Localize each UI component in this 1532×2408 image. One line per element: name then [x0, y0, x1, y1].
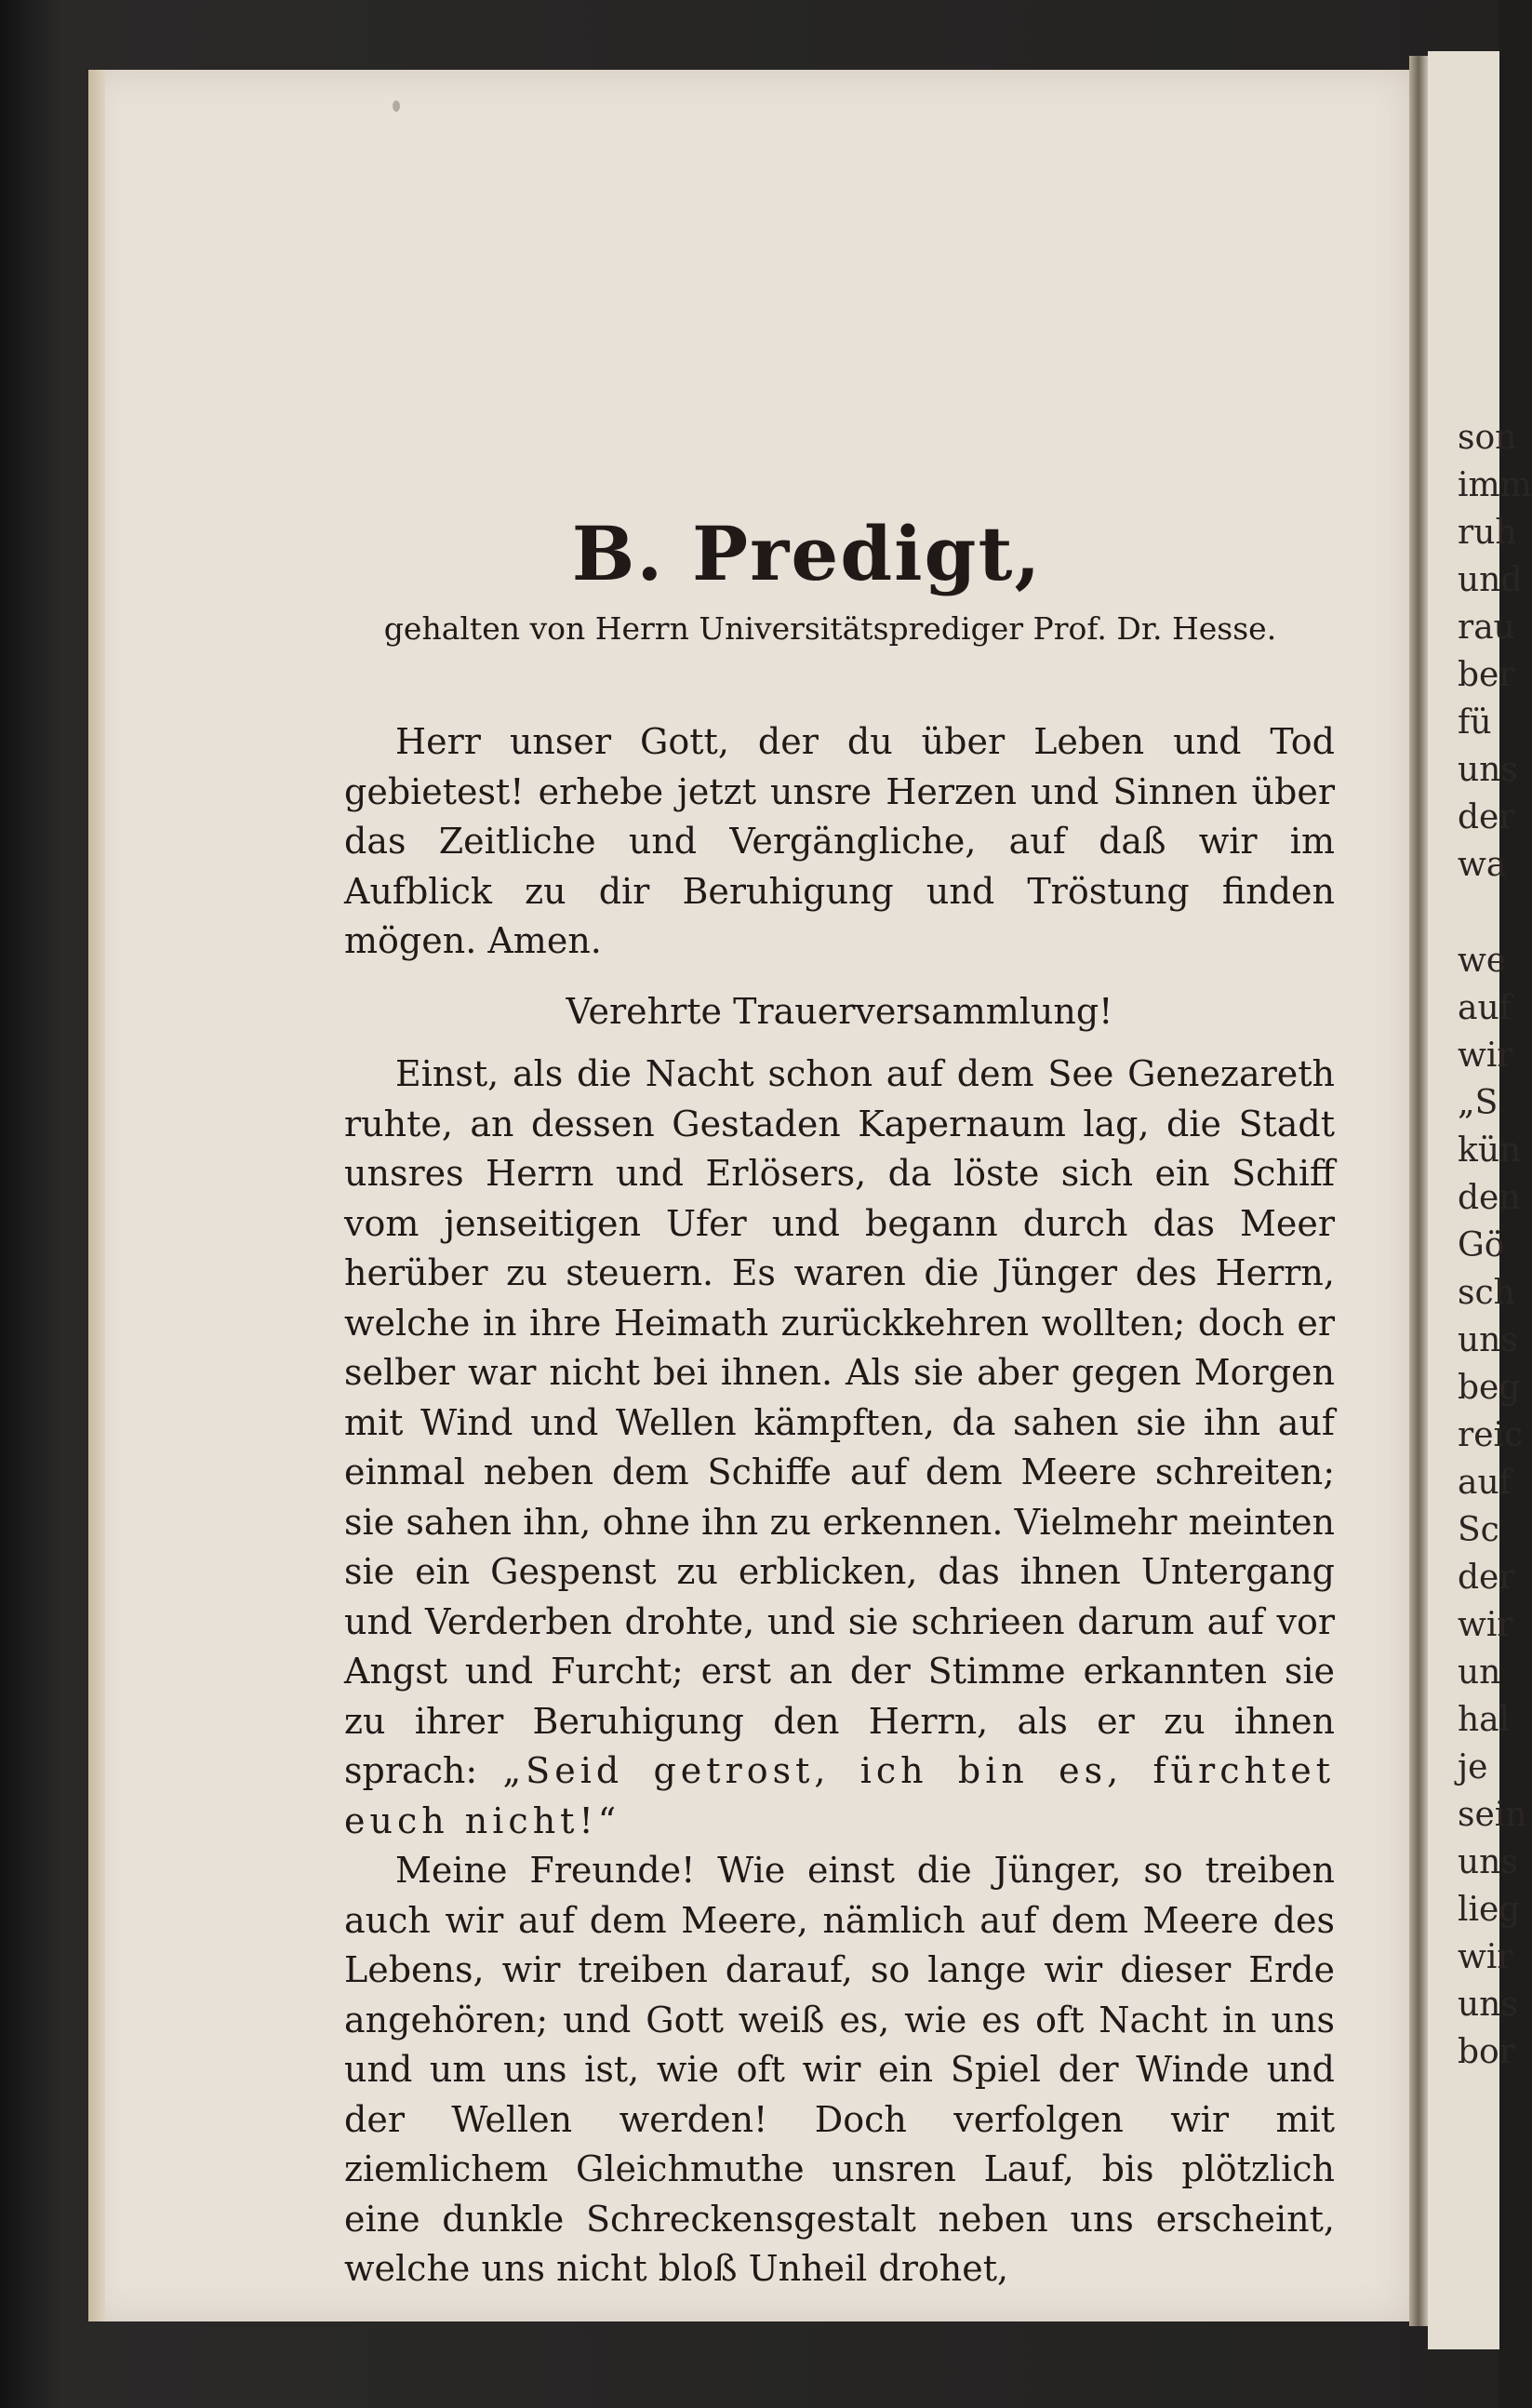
facing-page-fragment: Gö: [1458, 1226, 1505, 1264]
salutation: Verehrte Trauerversammlung!: [566, 990, 1113, 1032]
facing-page-fragment: kün: [1458, 1131, 1522, 1170]
page-subtitle: gehalten von Herrn Universitätsprediger Prof. Dr. Hesse.: [383, 610, 1277, 647]
page-edge: [88, 70, 105, 2321]
facing-page-fragment: wir: [1458, 1606, 1513, 1644]
opening-prayer: Herr unser Gott, der du über Leben und Tod gebietest! erhebe jetzt unsre Herzen und Sinnen über das Zeitliche und Vergängliche, auf daß wir im Aufblick zu dir Beruhigung und Tröstung finden mögen. Amen.: [344, 721, 1335, 961]
book-gutter: [1409, 56, 1428, 2326]
quotation: „Seid getrost, ich bin es, fürchtet euch nicht!“: [344, 1750, 1335, 1841]
facing-page-fragment: und: [1458, 561, 1523, 599]
facing-page-fragment: ber: [1458, 656, 1515, 694]
facing-page-fragment: son: [1458, 419, 1517, 457]
facing-page-fragment: den: [1458, 1179, 1521, 1217]
facing-page-fragment: hal: [1458, 1701, 1511, 1739]
facing-page-fragment: auf: [1458, 989, 1512, 1027]
facing-page-fragment: sch: [1458, 1274, 1515, 1312]
facing-page: [1428, 51, 1532, 2349]
facing-page-fragment: un: [1458, 1653, 1501, 1692]
facing-page-fragment: sein: [1458, 1796, 1527, 1834]
facing-page-fragments: [1458, 414, 1532, 2076]
facing-page-fragment: der: [1458, 798, 1515, 836]
facing-page-fragment: der: [1458, 1559, 1515, 1597]
paragraph: [344, 1050, 1335, 1846]
facing-page-fragment: „S: [1458, 1084, 1499, 1122]
facing-page-fragment: lieg: [1458, 1891, 1521, 1929]
facing-page-fragment: je: [1458, 1748, 1488, 1786]
facing-page-fragment: uns: [1458, 1843, 1518, 1881]
facing-page-fragment: bor: [1458, 2033, 1515, 2071]
page-title: B. Predigt,: [571, 510, 1043, 597]
paragraph: Meine Freunde! Wie einst die Jünger, so treiben auch wir auf dem Meere, nämlich auf dem Meere des Lebens, wir treiben darauf, so lange wir dieser Erde angehören; und Gott weiß es, wie es oft Nacht in uns und um uns ist, wie oft wir ein Spiel der Winde und der Wellen werden! Doch verfolgen wir mit ziemlichem Gleichmuthe unsren Lauf, bis plötzlich eine dunkle Schreckensgestalt neben uns erscheint, welche uns nicht bloß Unheil drohet,: [344, 1850, 1335, 2289]
facing-page-fragment: wa: [1458, 846, 1507, 884]
facing-page-fragment: reic: [1458, 1416, 1524, 1454]
facing-page-fragment: we: [1458, 942, 1507, 980]
paragraph-text: Einst, als die Nacht schon auf dem See Genezareth ruhte, an dessen Gestaden Kapernaum lag, die Stadt unsres Herrn und Erlösers, da löste sich ein Schiff vom jenseitigen Ufer und begann durch das Meer herüber zu steuern. Es waren die Jünger des Herrn, welche in ihre Heimath zurückkehren wollten; doch er selber war nicht bei ihnen. Als sie aber gegen Morgen mit Wind und Wellen kämpften, da sahen sie ihn auf einmal neben dem Schiffe auf dem Meere schreiten; sie sahen ihn, ohne ihn zu erkennen. Vielmehr meinten sie ein Gespenst zu erblicken, das ihnen Untergang und Verderben drohte, und sie schrieen darum auf vor Angst und Furcht; erst an der Stimme erkannten sie zu ihrer Beruhigung den Herrn, als er zu ihnen sprach:: [344, 1053, 1335, 1791]
facing-page-fragment: wir: [1458, 1938, 1513, 1976]
facing-page-fragment: rau: [1458, 609, 1515, 647]
facing-page-fragment: fü: [1458, 703, 1492, 742]
paper-speck: [393, 100, 400, 112]
facing-page-fragment: Sc: [1458, 1511, 1499, 1549]
facing-page-fragment: imm: [1458, 466, 1532, 504]
facing-page-fragment: wir: [1458, 1037, 1513, 1075]
facing-page-fragment: auf: [1458, 1464, 1512, 1502]
facing-page-fragment: beg: [1458, 1369, 1521, 1407]
sermon-text: [344, 510, 1335, 2294]
facing-page-fragment: [1458, 889, 1532, 937]
facing-page-fragment: uns: [1458, 1986, 1518, 2024]
facing-page-fragment: ruh: [1458, 514, 1517, 552]
facing-page-fragment: uns: [1458, 751, 1518, 789]
facing-page-fragment: uns: [1458, 1321, 1518, 1359]
